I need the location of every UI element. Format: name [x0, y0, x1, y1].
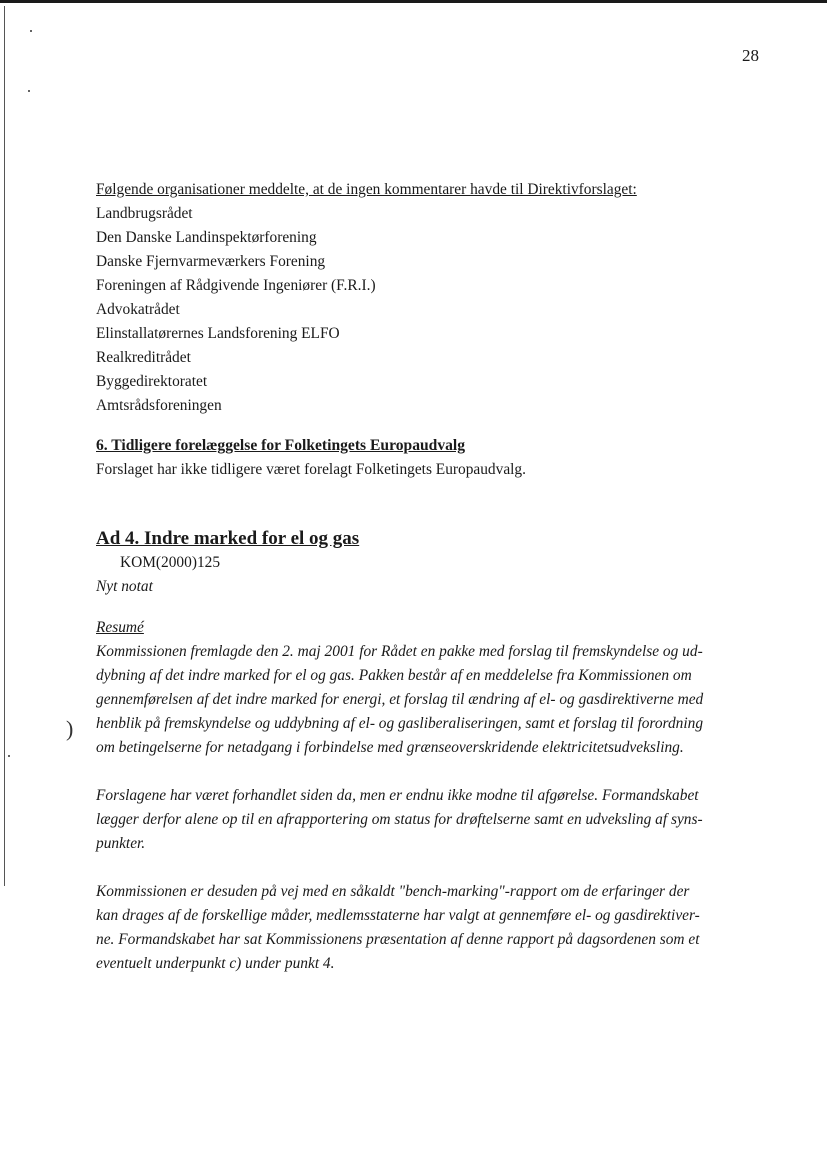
section-6-heading: 6. Tidligere forelæggelse for Folketingets Europaudvalg: [96, 437, 466, 454]
paragraph-line: punkter.: [96, 835, 146, 852]
scan-speck: [28, 90, 30, 92]
resume-paragraph-3: [96, 880, 776, 976]
document-reference: KOM(2000)125: [120, 554, 221, 571]
intro-heading: Følgende organisationer meddelte, at de ingen kommentarer havde til Direktivforslaget:: [96, 181, 637, 198]
resume-paragraph-1: [96, 640, 776, 760]
paragraph-line: om betingelserne for netadgang i forbindelse med grænseoverskridende elektricitetsudveksling.: [96, 739, 684, 756]
paragraph-line: lægger derfor alene op til en afrapportering om status for drøftelserne samt en udveksling af syns-: [96, 811, 703, 828]
organization-list: [96, 202, 776, 418]
paragraph-line: Forslagene har været forhandlet siden da, men er endnu ikke modne til afgørelse. Formandskabet: [96, 787, 699, 804]
top-border-line: [0, 0, 827, 3]
left-scan-edge: [4, 6, 5, 886]
resume-paragraph-2: [96, 784, 776, 856]
scan-speck: [30, 30, 32, 32]
paragraph-line: Kommissionen fremlagde den 2. maj 2001 for Rådet en pakke med forslag til fremskyndelse og ud-: [96, 643, 703, 660]
list-item: Foreningen af Rådgivende Ingeniører (F.R.I.): [96, 277, 376, 294]
list-item: Realkreditrådet: [96, 349, 191, 366]
paragraph-line: ne. Formandskabet har sat Kommissionens præsentation af denne rapport på dagsordenen som et: [96, 931, 700, 948]
paragraph-line: kan drages af de forskellige måder, medlemsstaterne har valgt at gennemføre el- og gasdirektiver-: [96, 907, 700, 924]
list-item: Elinstallatørernes Landsforening ELFO: [96, 325, 340, 342]
document-body: [96, 178, 776, 976]
paragraph-line: Kommissionen er desuden på vej med en såkaldt "bench-marking"-rapport om de erfaringer der: [96, 883, 690, 900]
section-6-text: Forslaget har ikke tidligere været forelagt Folketingets Europaudvalg.: [96, 461, 526, 478]
list-item: Byggedirektoratet: [96, 373, 208, 390]
paragraph-line: henblik på fremskyndelse og uddybning af el- og gasliberaliseringen, samt et forslag til forordning: [96, 715, 704, 732]
paragraph-line: eventuelt underpunkt c) under punkt 4.: [96, 955, 335, 972]
scan-speck: [8, 755, 10, 757]
note-label: Nyt notat: [96, 578, 153, 595]
list-item: Amtsrådsforeningen: [96, 397, 222, 414]
scan-mark: ): [66, 716, 74, 741]
list-item: Den Danske Landinspektørforening: [96, 229, 317, 246]
paragraph-line: dybning af det indre marked for el og gas. Pakken består af en meddelelse fra Kommissionen om: [96, 667, 692, 684]
list-item: Landbrugsrådet: [96, 205, 193, 222]
list-item: Advokatrådet: [96, 301, 180, 318]
resume-heading: Resumé: [96, 619, 144, 636]
page-number: 28: [742, 46, 759, 65]
paragraph-line: gennemførelsen af det indre marked for energi, et forslag til ændring af el- og gasdirektiverne med: [96, 691, 704, 708]
ad4-title: Ad 4. Indre marked for el og gas: [96, 528, 360, 549]
list-item: Danske Fjernvarmeværkers Forening: [96, 253, 326, 270]
